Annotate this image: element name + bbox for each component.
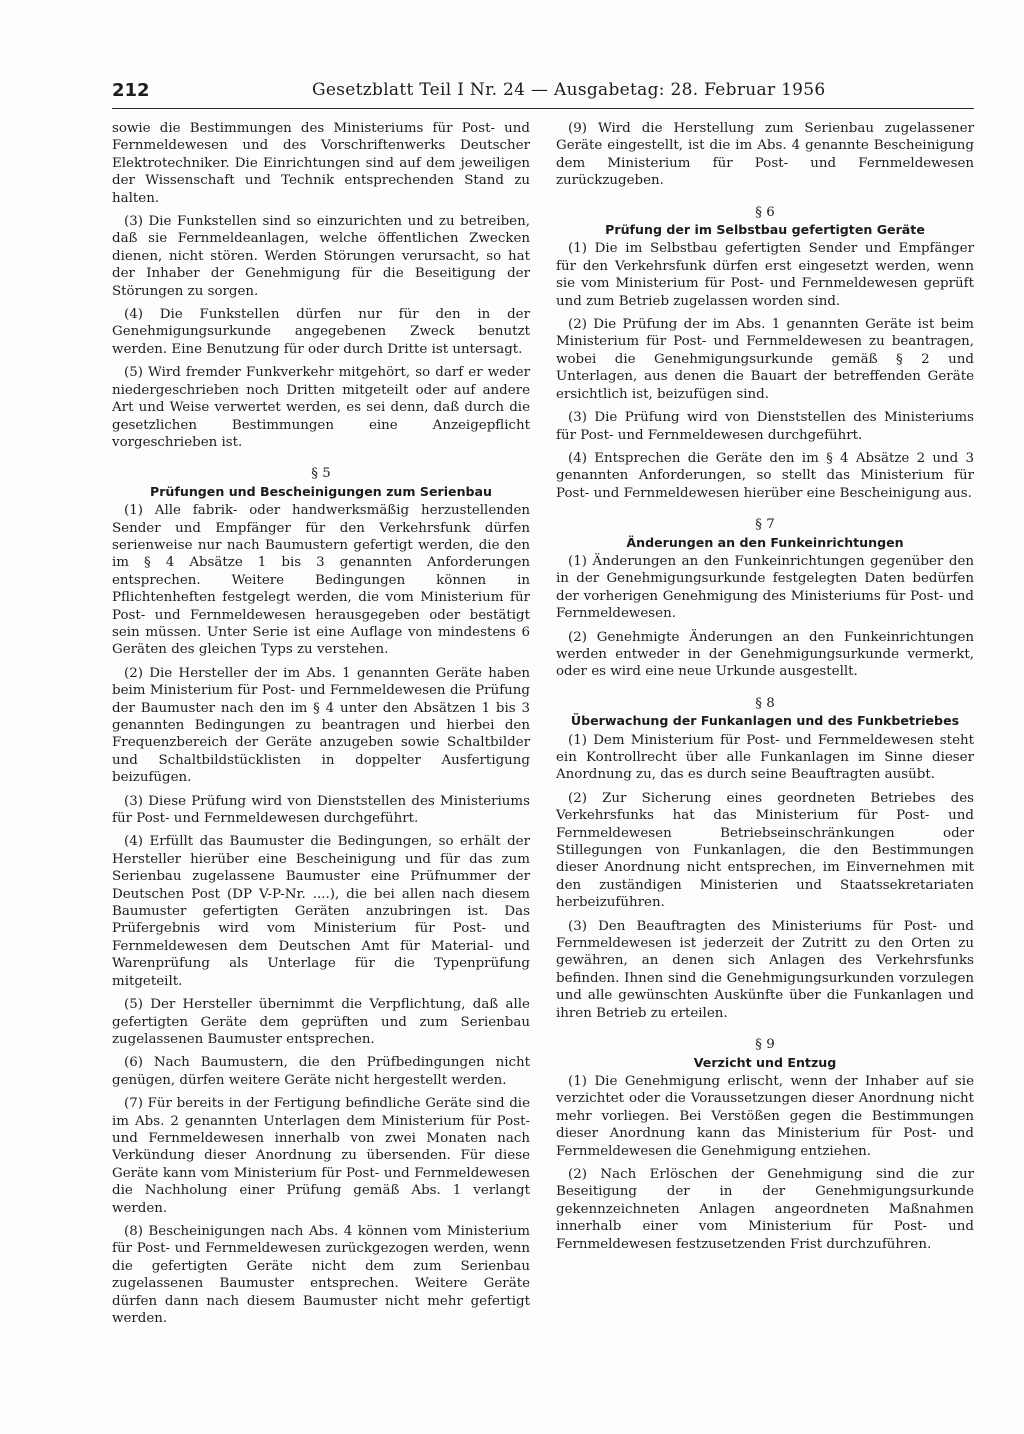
paragraph: (2) Nach Erlöschen der Genehmigung sind die zur Beseitigung der in der Genehmigungsurkunde gekennzeichneten Anlagen angeordneten Maßnahmen innerhalb einer vom Ministerium für Post- und Fernmeldewesen festzusetzenden Frist durchzuführen. [556,1166,974,1252]
section-title: Prüfung der im Selbstbau gefertigten Geräte [605,222,925,238]
paragraph: (5) Der Hersteller übernimmt die Verpflichtung, daß alle gefertigten Geräte dem geprüften und zum Serienbau zugelassenen Baumuster entsprechen. [112,997,530,1047]
paragraph: (3) Den Beauftragten des Ministeriums für Post- und Fernmeldewesen ist jederzeit der Zutritt zu den Orten zu gewähren, an denen sich Anlagen des Verkehrsfunks befinden. Ihnen sind die Genehmigungsurkunden vorzulegen und alle gewünschten Auskünfte über die Funkanlagen und ihren Betrieb zu erteilen. [556,918,974,1021]
paragraph: (1) Die Genehmigung erlischt, wenn der Inhaber auf sie verzichtet oder die Voraussetzungen dieser Anordnung nicht mehr vorliegen. Bei Verstößen gegen die Bestimmungen dieser Anordnung kann das Ministerium für Post- und Fernmeldewesen die Genehmigung entziehen. [556,1073,974,1159]
paragraph: sowie die Bestimmungen des Ministeriums für Post- und Fernmeldewesen und des Vorschriftenwerks Deutscher Elektrotechniker. Die Einrichtungen sind auf dem jeweiligen der Wissenschaft und Technik entsprechenden Stand zu halten. [112,121,530,206]
paragraph: (1) Dem Ministerium für Post- und Fernmeldewesen steht ein Kontrollrecht über alle Funkanlagen im Sinne dieser Anordnung zu, das es durch seine Beauftragten ausübt. [556,732,974,783]
paragraph: (2) Zur Sicherung eines geordneten Betriebes des Verkehrsfunks hat das Ministerium für Post- und Fernmeldewesen Betriebseinschränkungen oder Stillegungen von Funkanlagen, die den Bestimmungen dieser Anordnung nicht entsprechen, im Einvernehmen mit den zuständigen Ministerien und Staatssekretariaten herbeizuführen. [556,790,974,911]
section-title: Verzicht und Entzug [693,1054,837,1070]
paragraph: (4) Erfüllt das Baumuster die Bedingungen, so erhält der Hersteller hierüber eine Bescheinigung und für das zum Serienbau zugelassene Baumuster eine Prüfnummer der Deutschen Post (DP V-P-Nr. ....), die bei allen nach diesem Baumuster gefertigten Geräten anzubringen ist. Das Prüfergebnis wird vom Ministerium für Post- und Fernmeldewesen dem Deutschen Amt für Material- und Warenprüfung als Unterlage für die Typenprüfung mitgeteilt. [112,834,530,989]
paragraph: (1) Alle fabrik- oder handwerksmäßig herzustellenden Sender und Empfänger für den Verkehrsfunk dürfen serienweise nur nach Baumustern gefertigt werden, die den im § 4 Absätze 1 bis 3 genannten Anforderungen entsprechen. Weitere Bedingungen können in Pflichtenheften festgelegt werden, die vom Ministerium für Post- und Fernmeldewesen herausgegeben oder bestätigt sein müssen. Unter Serie ist eine Auflage von mindestens 6 Geräten des gleichen Typs zu verstehen. [112,503,530,658]
paragraph: (8) Bescheinigungen nach Abs. 4 können vom Ministerium für Post- und Fernmeldewesen zurückgezogen werden, wenn die gefertigten Geräte nicht dem zum Serienbau zugelassenen Baumuster entsprechen. Weitere Geräte dürfen dann nach diesem Baumuster nicht mehr gefertigt werden. [112,1223,530,1326]
paragraph: (7) Für bereits in der Fertigung befindliche Geräte sind die im Abs. 2 genannten Unterlagen dem Ministerium für Post- und Fernmeldewesen innerhalb von zwei Monaten nach Verkündung dieser Anordnung zu übersenden. Für diese Geräte kann vom Ministerium für Post- und Fernmeldewesen die Nachholung einer Prüfung gemäß Abs. 1 verlangt werden. [112,1096,530,1216]
left-column [112,120,530,1333]
section-number: § 7 [755,517,775,533]
paragraph: (5) Wird fremder Funkverkehr mitgehört, so darf er weder niedergeschrieben noch Dritten mitgeteilt oder auf andere Art und Weise verwertet werden, es sei denn, daß durch die gesetzlichen Bestimmungen eine Anzeigepflicht vorgeschrieben ist. [112,365,530,450]
section-title: Änderungen an den Funkeinrichtungen [626,534,904,550]
paragraph: (3) Die Funkstellen sind so einzurichten und zu betreiben, daß sie Fernmeldeanlagen, welche öffentlichen Zwecken dienen, nicht stören. Werden Störungen verursacht, so hat der Inhaber der Genehmigung für die Beseitigung der Störungen zu sorgen. [112,214,530,299]
running-title: Gesetzblatt Teil I Nr. 24 — Ausgabetag: 28. Februar 1956 [312,80,826,100]
paragraph: (3) Die Prüfung wird von Dienststellen des Ministeriums für Post- und Fernmeldewesen durchgeführt. [556,410,974,443]
paragraph: (1) Änderungen an den Funkeinrichtungen gegenüber den in der Genehmigungsurkunde festgelegten Daten bedürfen der vorherigen Genehmigung des Ministeriums für Post- und Fernmeldewesen. [556,553,974,622]
section-title: Überwachung der Funkanlagen und des Funkbetriebes [570,713,960,729]
paragraph: (2) Genehmigte Änderungen an den Funkeinrichtungen werden entweder in der Genehmigungsurkunde vermerkt, oder es wird eine neue Urkunde ausgestellt. [556,629,974,680]
paragraph: (9) Wird die Herstellung zum Serienbau zugelassener Geräte eingestellt, ist die im Abs. 4 genannte Bescheinigung dem Ministerium für Post- und Fernmeldewesen zurückzugeben. [556,121,974,189]
section-title: Prüfungen und Bescheinigungen zum Serienbau [149,483,493,499]
section-number: § 5 [311,466,331,482]
right-column [556,120,974,1259]
section-number: § 9 [755,1037,775,1053]
paragraph: (2) Die Hersteller der im Abs. 1 genannten Geräte haben beim Ministerium für Post- und Fernmeldewesen die Prüfung der Baumuster nach den im § 4 unter den Absätzen 1 bis 3 genannten Bedingungen zu beantragen und hierbei den Frequenzbereich der Geräte anzugeben sowie Schaltbilder und Schaltbildstücklisten in doppelter Ausfertigung beizufügen. [112,665,530,786]
section-number: § 8 [755,695,775,711]
paragraph: (1) Die im Selbstbau gefertigten Sender und Empfänger für den Verkehrsfunk dürfen erst eingesetzt werden, wenn sie vom Ministerium für Post- und Fernmeldewesen geprüft und zum Betrieb zugelassen worden sind. [556,241,974,309]
header-rule [112,108,974,109]
section-number: § 6 [755,204,775,220]
page-header [112,78,974,108]
paragraph: (4) Die Funkstellen dürfen nur für den in der Genehmigungsurkunde angegebenen Zweck benutzt werden. Eine Benutzung für oder durch Dritte ist untersagt. [112,307,530,357]
page-number: 212 [112,80,150,101]
paragraph: (3) Diese Prüfung wird von Dienststellen des Ministeriums für Post- und Fernmeldewesen durchgeführt. [112,793,530,827]
paragraph: (6) Nach Baumustern, die den Prüfbedingungen nicht genügen, dürfen weitere Geräte nicht hergestellt werden. [112,1055,530,1088]
paragraph: (2) Die Prüfung der im Abs. 1 genannten Geräte ist beim Ministerium für Post- und Fernmeldewesen zu beantragen, wobei die Genehmigungsurkunde gemäß § 2 und Unterlagen, aus denen die Bauart der betreffenden Geräte ersichtlich ist, beizufügen sind. [556,317,974,402]
paragraph: (4) Entsprechen die Geräte den im § 4 Absätze 2 und 3 genannten Anforderungen, so stellt das Ministerium für Post- und Fernmeldewesen hierüber eine Bescheinigung aus. [556,450,974,501]
